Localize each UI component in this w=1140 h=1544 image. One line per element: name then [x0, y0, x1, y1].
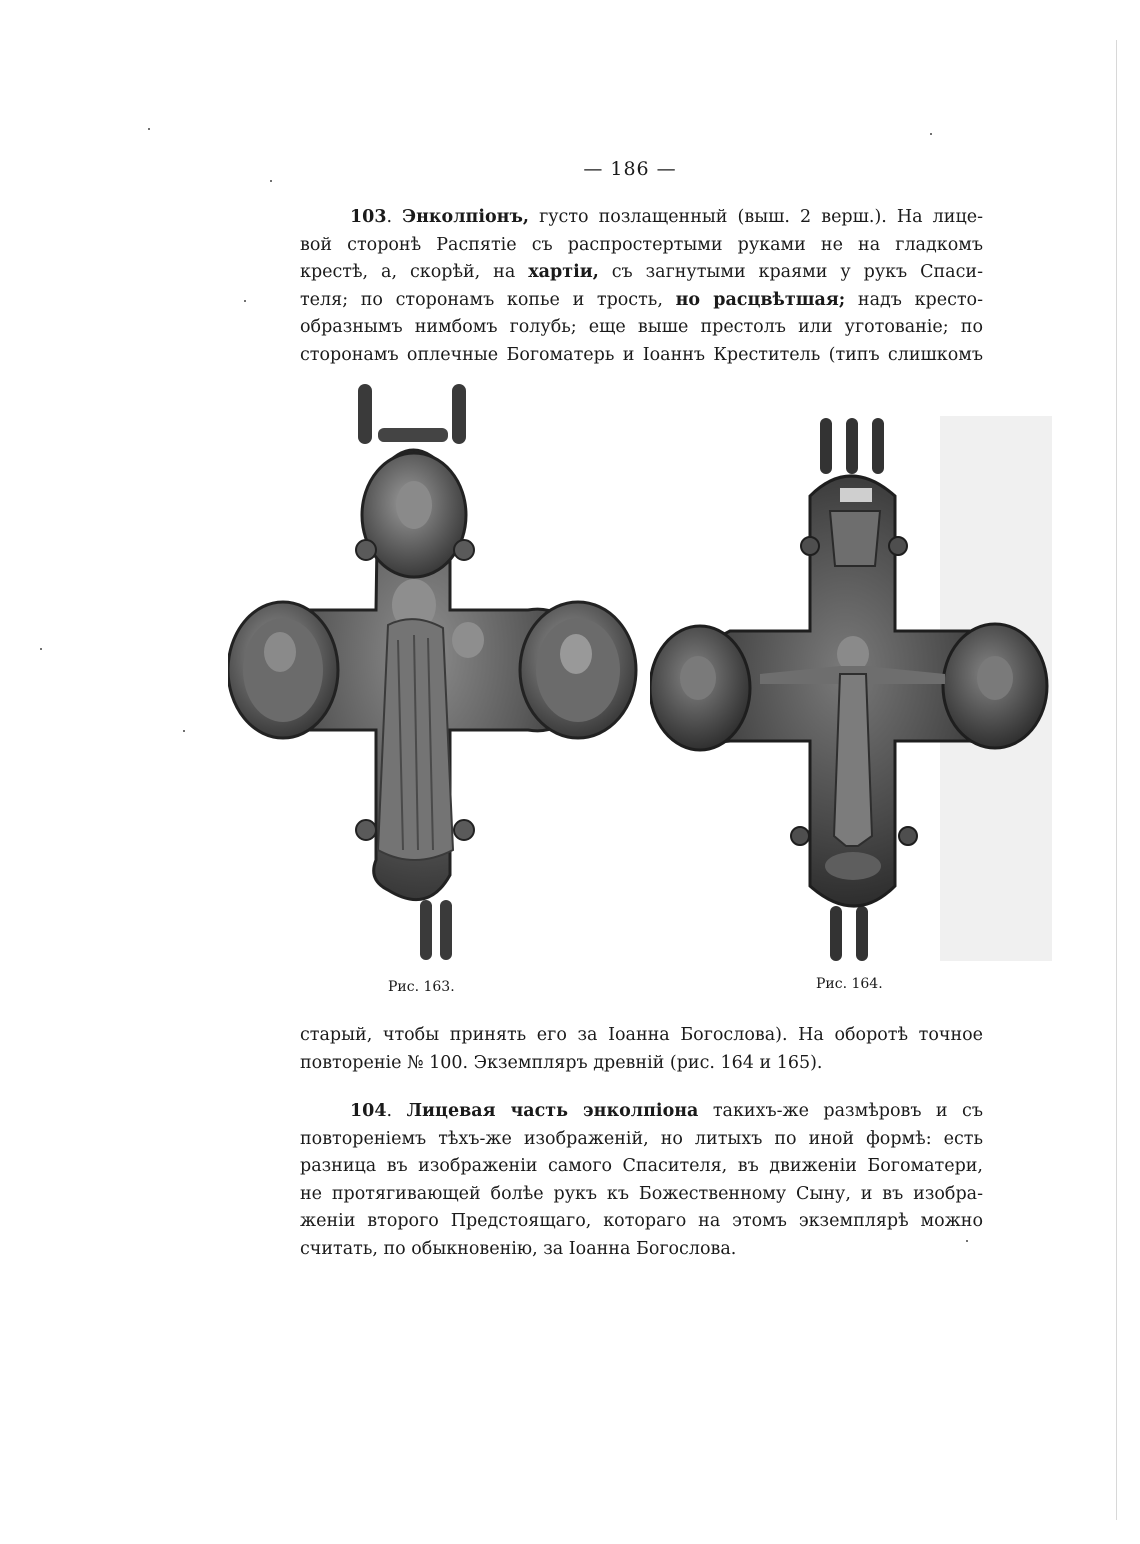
- text-line: 103. Энколпіонъ, густо позлащенный (выш. 2 верш.). На лице-: [350, 207, 983, 227]
- text-line: образнымъ нимбомъ голубь; еще выше престолъ или уготованіе; по: [300, 317, 983, 337]
- scan-speck: [148, 128, 150, 130]
- figure-163-encolpion-image: [228, 380, 640, 960]
- text-line: повтореніемъ тѣхъ-же изображеній, но литыхъ по иной формѣ: есть: [300, 1128, 983, 1149]
- figure-164-encolpion-image: [650, 416, 1052, 961]
- text-line: считать, по обыкновенію, за Іоанна Богослова.: [300, 1238, 737, 1259]
- figure-164-caption: Рис. 164.: [816, 976, 883, 992]
- item-number: 104: [350, 1101, 387, 1121]
- scan-speck: [183, 730, 185, 732]
- paragraph-104: [300, 1098, 983, 1263]
- text-line: женіи второго Предстоящаго, котораго на этомъ экземплярѣ можно: [300, 1211, 983, 1231]
- text-line: сторонамъ оплечные Богоматерь и Іоаннъ Креститель (типъ слишкомъ: [300, 344, 983, 365]
- item-number: 103: [350, 207, 387, 227]
- paragraph-103: [300, 204, 983, 369]
- text-line: разница въ изображеніи самого Спасителя, въ движеніи Богоматери,: [300, 1156, 983, 1176]
- text-line: старый, чтобы принять его за Іоанна Богослова). На оборотѣ точное: [300, 1025, 983, 1045]
- page-number: — 186 —: [583, 158, 677, 180]
- scan-speck: [40, 648, 42, 650]
- figure-163-caption: Рис. 163.: [388, 979, 455, 995]
- text-line: не протягивающей болѣе рукъ къ Божественному Сыну, и въ изобра-: [300, 1183, 983, 1204]
- item-title: Энколпіонъ,: [402, 207, 530, 227]
- encolpion-163-photo: [228, 380, 640, 960]
- scan-gutter-line: [1116, 40, 1117, 1520]
- item-title: Лицевая часть энколпіона: [406, 1101, 699, 1121]
- scan-speck: [244, 300, 246, 302]
- text-line: крестѣ, а, скорѣй, на хартіи, съ загнутыми краями у рукъ Спаси-: [300, 262, 983, 282]
- text-line: теля; по сторонамъ копье и трость, но расцвѣтшая; надъ кресто-: [300, 289, 984, 310]
- text-line: 104. Лицевая часть энколпіона такихъ-же размѣровъ и съ: [350, 1101, 983, 1121]
- paragraph-103-continuation: [300, 1022, 983, 1077]
- scan-speck: [930, 133, 932, 135]
- encolpion-164-photo: [650, 416, 1052, 961]
- text-line: вой сторонѣ Распятіе съ распростертыми руками не на гладкомъ: [300, 234, 983, 255]
- scan-speck: [270, 180, 272, 182]
- text-line: повтореніе № 100. Экземпляръ древній (рис. 164 и 165).: [300, 1052, 823, 1073]
